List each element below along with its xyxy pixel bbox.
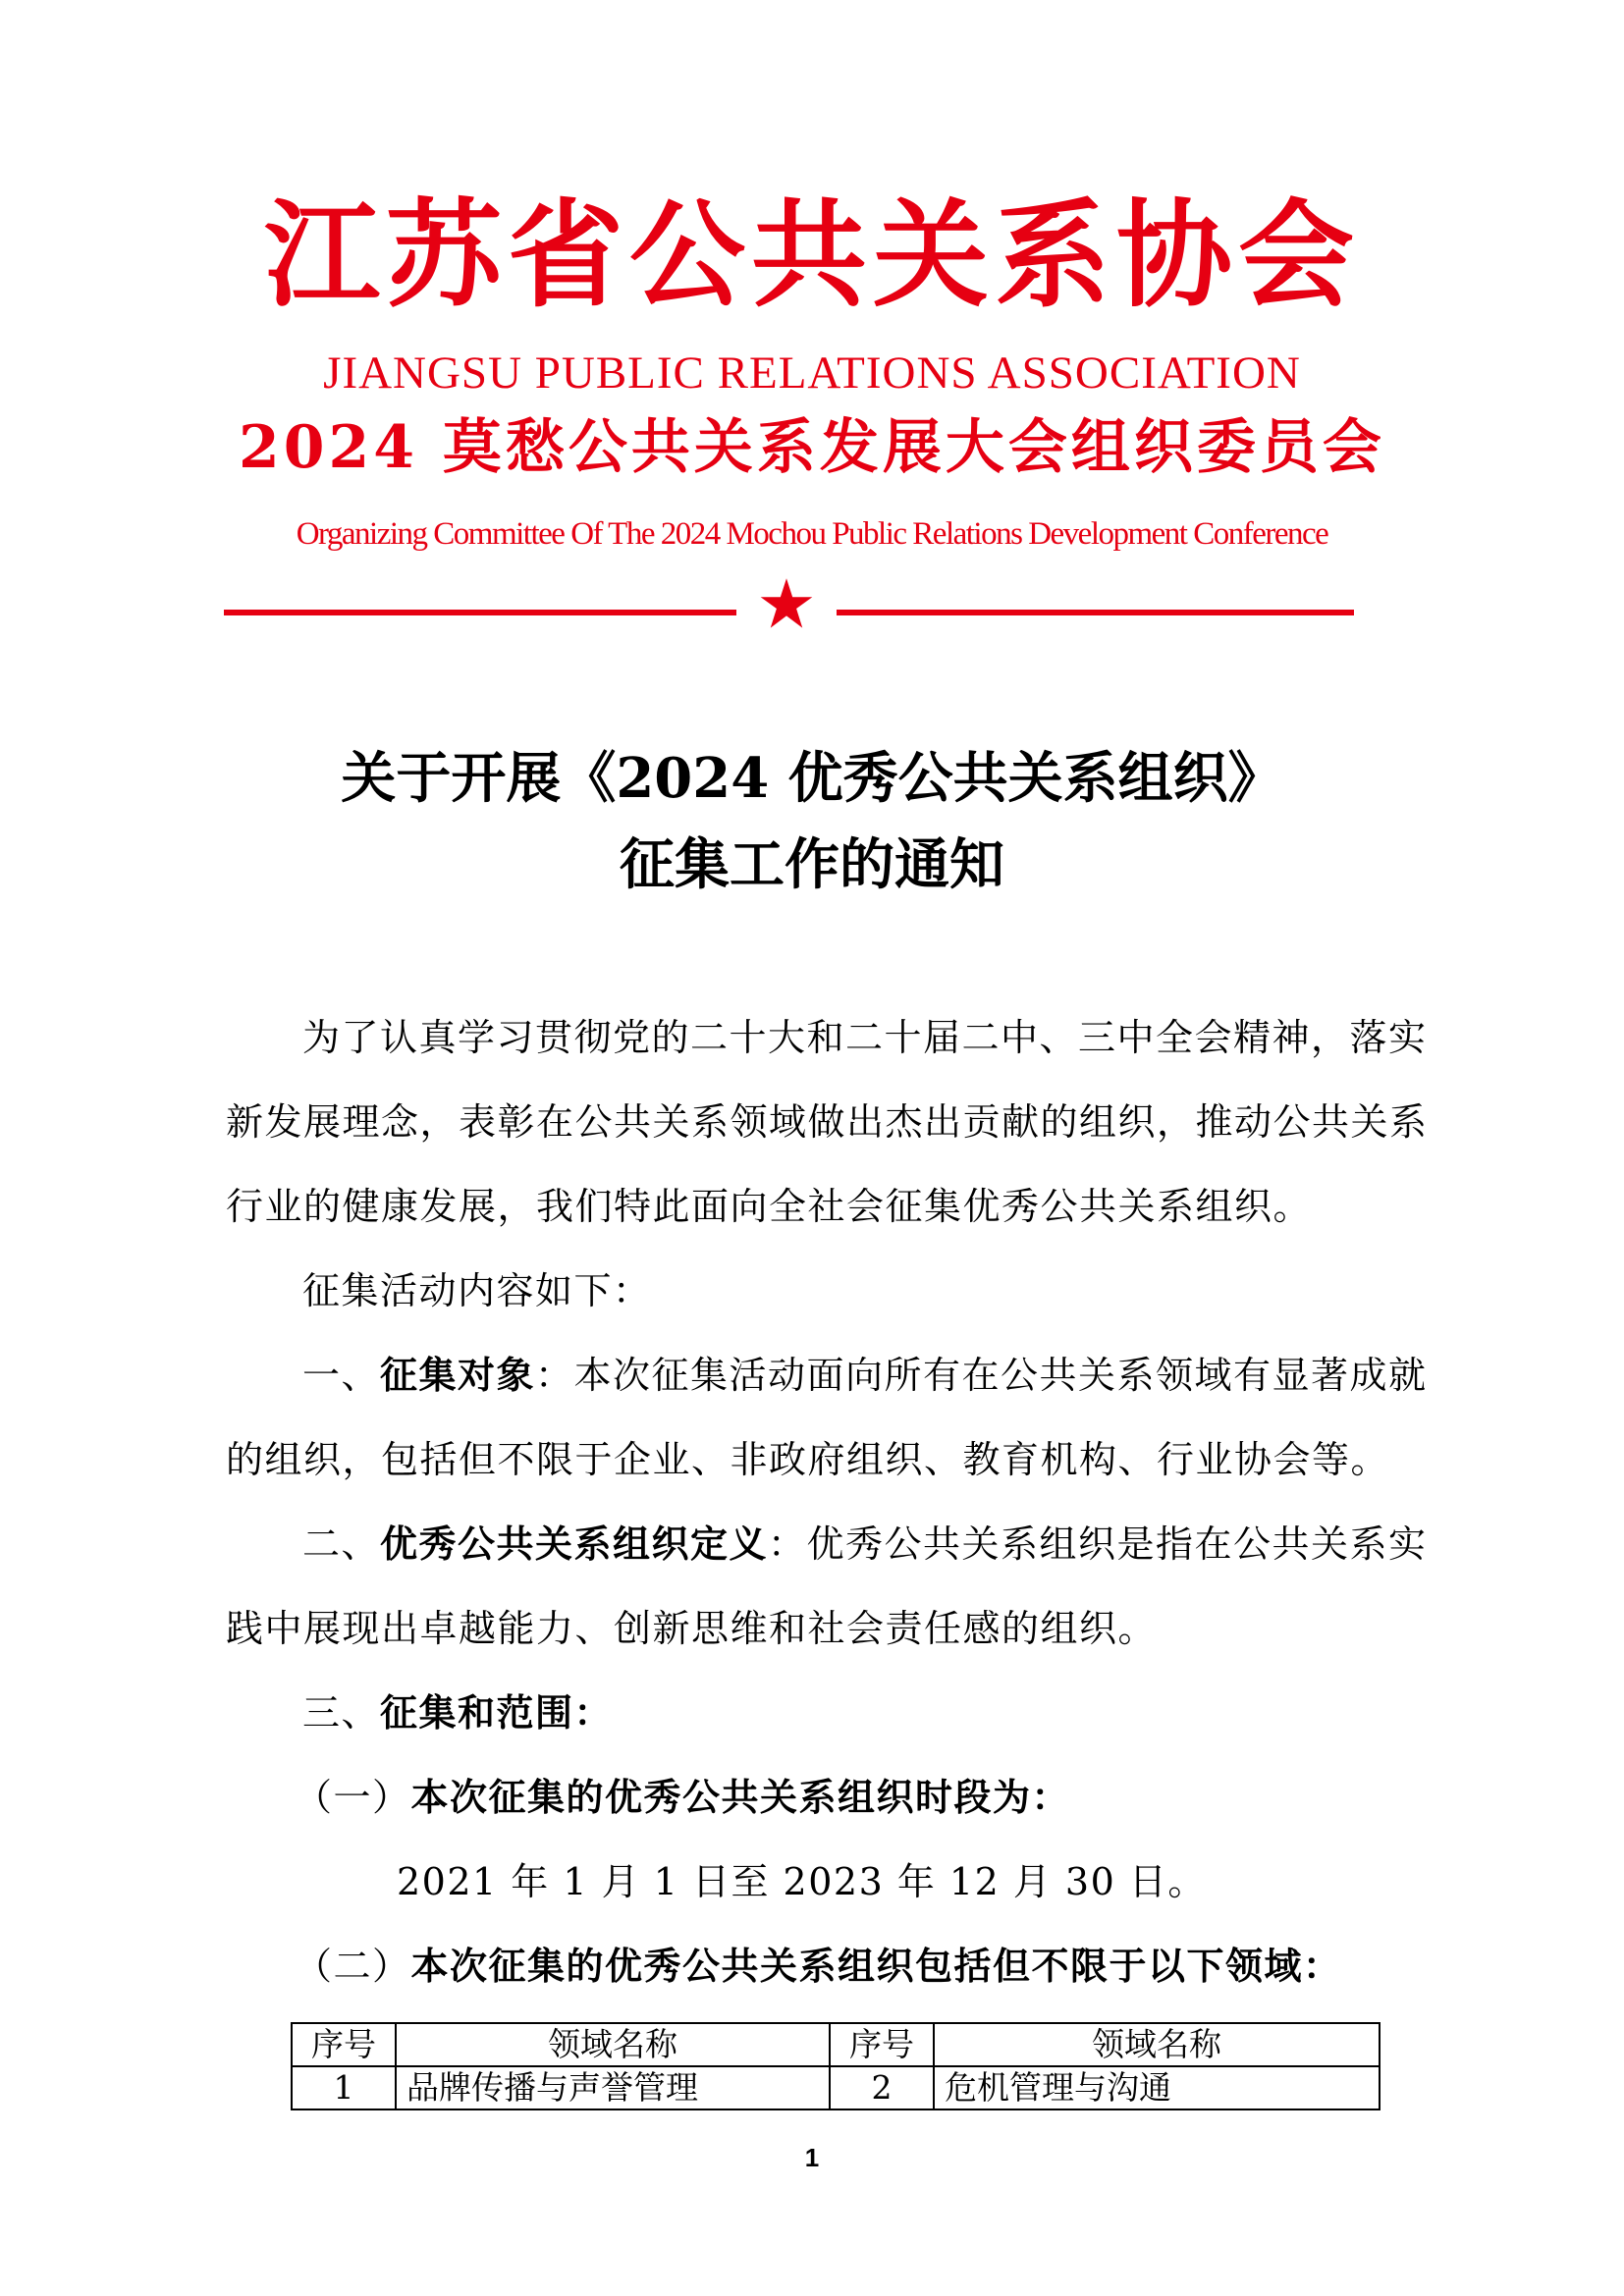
section-1-prefix: 一、: [302, 1354, 381, 1397]
letterhead-divider-right: [837, 610, 1354, 615]
table-header-cell: 领域名称: [934, 2023, 1380, 2066]
section-3-1-period: 2021 年 1 月 1 日至 2023 年 12 月 30 日。: [397, 1860, 1207, 1903]
notice-title-line1: 关于开展《2024 优秀公共关系组织》: [341, 746, 1283, 811]
table-header-row: [292, 2023, 1380, 2066]
section-2-line1: [302, 1518, 1428, 1571]
section-2-prefix: 二、: [302, 1522, 381, 1566]
star-icon: [759, 576, 814, 631]
table-cell: 品牌传播与声誉管理: [396, 2066, 830, 2109]
table-header-cell: 序号: [830, 2023, 934, 2066]
section-3-2-heading: 本次征集的优秀公共关系组织包括但不限于以下领域：: [410, 1944, 1342, 1988]
section-3-heading: 征集和范围：: [380, 1690, 614, 1735]
intro-paragraph-line2: 新发展理念，表彰在公共关系领域做出杰出贡献的组织，推动公共关系: [226, 1100, 1429, 1144]
section-2-line2: 践中展现出卓越能力、创新思维和社会责任感的组织。: [226, 1607, 1158, 1650]
letterhead-committee-cn: 2024 莫愁公共关系发展大会组织委员会: [239, 413, 1385, 482]
section-3-line: [302, 1686, 613, 1739]
section-3-1-line: [295, 1771, 1070, 1824]
letterhead-committee-en: Organizing Committee Of The 2024 Mochou Public Relations Development Conference: [296, 516, 1328, 552]
table-cell: 1: [292, 2066, 396, 2109]
letterhead-divider-left: [224, 610, 736, 615]
table-header-cell: 序号: [292, 2023, 396, 2066]
letterhead-org-name-cn: 江苏省公共关系协会: [263, 187, 1360, 323]
table-header-cell: 领域名称: [396, 2023, 830, 2066]
table-cell: 危机管理与沟通: [934, 2066, 1380, 2109]
section-1-text: ：本次征集活动面向所有在公共关系领域有显著成就: [535, 1354, 1428, 1397]
domains-table: [291, 2022, 1380, 2110]
page-number: 1: [804, 2143, 820, 2172]
section-2-heading: 优秀公共关系组织定义: [380, 1522, 769, 1566]
section-1-line2: 的组织，包括但不限于企业、非政府组织、教育机构、行业协会等。: [226, 1438, 1390, 1481]
section-2-text: ：优秀公共关系组织是指在公共关系实: [768, 1522, 1428, 1566]
letterhead-org-name-en: JIANGSU PUBLIC RELATIONS ASSOCIATION: [323, 347, 1301, 399]
section-3-2-line: [295, 1940, 1342, 1993]
section-3-1-prefix: （一）: [295, 1776, 411, 1819]
section-3-2-prefix: （二）: [295, 1945, 411, 1988]
section-1-heading: 征集对象: [380, 1353, 536, 1397]
table-cell: 2: [830, 2066, 934, 2109]
notice-title-line2: 征集工作的通知: [620, 832, 1004, 897]
intro-paragraph-line3: 行业的健康发展，我们特此面向全社会征集优秀公共关系组织。: [226, 1185, 1313, 1228]
section-3-prefix: 三、: [302, 1691, 381, 1735]
section-1-line1: [302, 1349, 1428, 1402]
content-lead: 征集活动内容如下：: [302, 1269, 652, 1312]
table-row: [292, 2066, 1380, 2109]
intro-paragraph-line1: 为了认真学习贯彻党的二十大和二十届二中、三中全会精神，落实: [302, 1016, 1428, 1059]
section-3-1-heading: 本次征集的优秀公共关系组织时段为：: [410, 1775, 1071, 1819]
